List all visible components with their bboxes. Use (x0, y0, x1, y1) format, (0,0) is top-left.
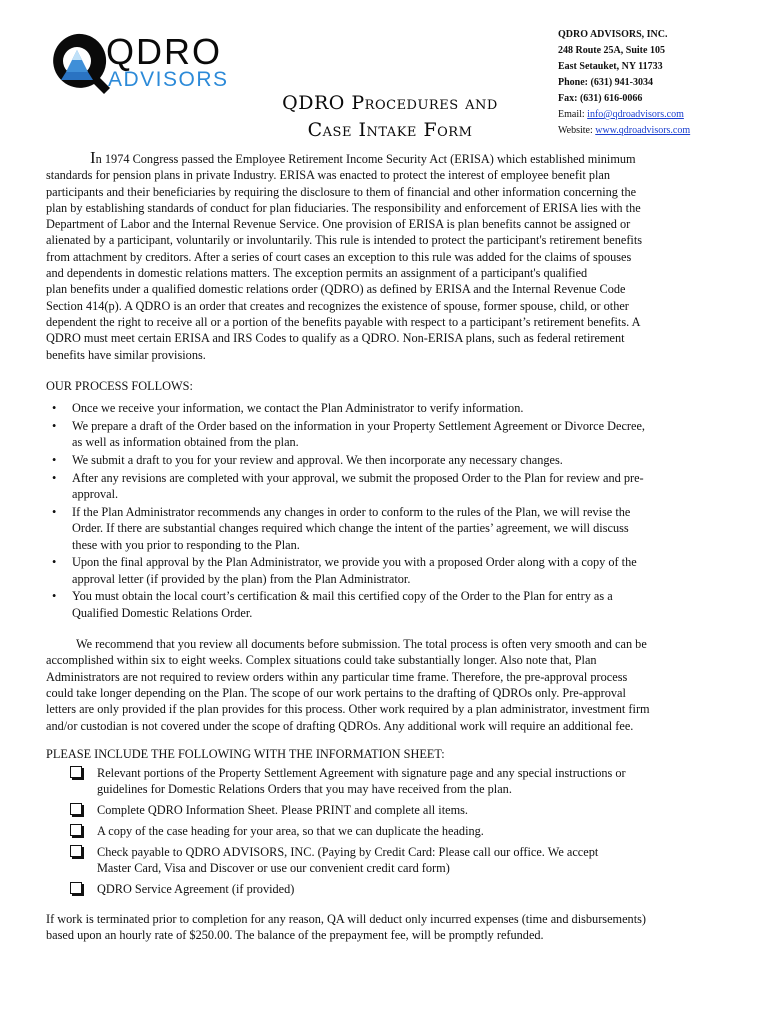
checklist-item (70, 765, 720, 798)
website-line (558, 123, 758, 139)
intro-line: benefits have similar provisions. (46, 347, 206, 362)
terminate-line: based upon an hourly rate of $250.00. The balance of the prepayment fee, will be promptly refunded. (46, 928, 544, 943)
checkbox-icon[interactable] (70, 824, 82, 836)
process-step-text: Qualified Domestic Relations Order. (72, 605, 253, 620)
page-header (0, 0, 770, 150)
qdro-advisors-logo (44, 30, 234, 96)
process-step-text: approval letter (if provided by the plan) from the Plan Administrator. (72, 571, 411, 586)
process-heading: OUR PROCESS FOLLOWS: (46, 378, 193, 393)
intro-line: plan by establishing standards of conduct for plan fiduciaries. The responsibility and enforcement of ERISA lies with the (46, 200, 641, 215)
checklist-item-text: guidelines for Domestic Relations Orders that you may have received from the plan. (97, 782, 512, 797)
process-step-text: You must obtain the local court’s certification & mail this certified copy of the Order to the Plan for entry as a (72, 589, 613, 604)
process-list (46, 400, 720, 621)
checklist-item (70, 844, 720, 877)
document-body (46, 150, 720, 944)
terminate-line: If work is terminated prior to completion for any reason, QA will deduct only incurred expenses (time and disbursements) (46, 912, 647, 927)
process-step-text: Upon the final approval by the Plan Administrator, we provide you with a proposed Order along with a copy of the (72, 555, 637, 570)
intro-line: plan benefits under a qualified domestic relations order (QDRO) as defined by ERISA and the Internal Revenue Code (46, 282, 626, 297)
checklist-item-text: Check payable to QDRO ADVISORS, INC. (Paying by Credit Card: Please call our office. We accept (97, 844, 599, 859)
email-label: Email: (558, 109, 585, 120)
email-link[interactable]: info@qdroadvisors.com (587, 109, 684, 120)
checklist-item-text: Master Card, Visa and Discover or use our convenient credit card form) (97, 861, 450, 876)
fax-number: Fax: (631) 616-0066 (558, 93, 643, 104)
address-line-2: East Setauket, NY 11733 (558, 61, 663, 72)
process-step-text: We submit a draft to you for your review and approval. We then incorporate any necessary changes. (72, 453, 563, 468)
bullet-icon: • (52, 418, 57, 433)
logo-wordmark-qdro: QDRO (106, 31, 222, 72)
q-emblem-icon (44, 30, 110, 96)
company-name: QDRO ADVISORS, INC. (558, 29, 668, 40)
recommend-line: and/or custodian is not covered under the scope of drafting QDROs. Any additional work will require an additional fee. (46, 718, 634, 733)
include-heading: PLEASE INCLUDE THE FOLLOWING WITH THE INFORMATION SHEET: (46, 746, 445, 761)
process-step-text: as well as information obtained from the plan. (72, 435, 299, 450)
intro-line: and dependents in domestic relations matters. The exception permits an assignment of a participant's qualified (46, 266, 588, 281)
website-link[interactable]: www.qdroadvisors.com (595, 125, 691, 136)
checkbox-icon[interactable] (70, 766, 82, 778)
checklist-item (70, 802, 720, 818)
intro-line: QDRO must meet certain ERISA and IRS Codes to qualify as a QDRO. Non-ERISA plans, such as federal retirement (46, 331, 625, 346)
include-checklist (46, 765, 720, 897)
recommend-line: Administrators are not required to review orders within any particular time frame. Therefore, the pre-approval process (46, 669, 628, 684)
bullet-icon: • (52, 453, 57, 468)
recommend-line: We recommend that you review all documents before submission. The total process is often very smooth and can be (76, 637, 647, 652)
bullet-icon: • (52, 470, 57, 485)
intro-paragraph (46, 150, 720, 363)
intro-line: participants and their beneficiaries by requiring the disclosure to them of financial and other information concerning the (46, 184, 637, 199)
process-step (46, 554, 720, 587)
process-step-text: After any revisions are completed with your approval, we submit the proposed Order to the Plan for review and pre- (72, 470, 644, 485)
intro-line: Department of Labor and the Internal Revenue Service. One provision of ERISA is plan benefits cannot be assigned or (46, 217, 631, 232)
form-title-line-2: Case Intake Form (307, 119, 473, 141)
process-step (46, 470, 720, 503)
form-title (252, 90, 528, 144)
bullet-icon: • (52, 589, 57, 604)
checklist-item (70, 881, 720, 897)
process-step-text: Order. If there are substantial changes required which change the intent of the parties’ agreement, we will discuss (72, 521, 629, 536)
intro-line: from attachment by creditors. After a series of court cases an exception to this rule was added for the claims of spouses (46, 249, 632, 264)
phone-number: Phone: (631) 941-3034 (558, 77, 653, 88)
intro-line-text: n 1974 Congress passed the Employee Retirement Income Security Act (ERISA) which established minimum (95, 152, 636, 166)
intro-line: standards for pension plans in private Industry. ERISA was enacted to protect the interest of employee benefit plan (46, 168, 611, 183)
process-step-text: approval. (72, 487, 119, 502)
checklist-item-text: A copy of the case heading for your area, so that we can duplicate the heading. (97, 823, 484, 838)
bullet-icon: • (52, 555, 57, 570)
recommend-line: could take longer depending on the Plan. The scope of our work pertains to the drafting of QDROs only. Pre-approval (46, 685, 626, 700)
process-step-text: If the Plan Administrator recommends any changes in order to conform to the rules of the Plan, we will revise the (72, 504, 631, 519)
checklist-item-text: Relevant portions of the Property Settlement Agreement with signature page and any special instructions or (97, 766, 626, 781)
process-step (46, 588, 720, 621)
intro-line: alienated by a participant, voluntarily or involuntarily. This rule is intended to protect the participant's retirement benefits (46, 233, 643, 248)
process-step-text: We prepare a draft of the Order based on the information in your Property Settlement Agreement or Divorce Decree, (72, 418, 645, 433)
process-step (46, 504, 720, 553)
checkbox-icon[interactable] (70, 882, 82, 894)
recommendation-paragraph (46, 636, 720, 734)
email-line (558, 107, 758, 123)
process-step (46, 452, 720, 468)
intro-line: dependent the right to receive all or a portion of the benefits payable with respect to a participant’s retirement benefits. A (46, 314, 641, 329)
recommend-line: letters are only provided if the plan provides for this process. Other work required by a plan administrator, investment firm (46, 702, 650, 717)
checkbox-icon[interactable] (70, 803, 82, 815)
intro-dropcap: I (90, 148, 96, 167)
checklist-item-text: QDRO Service Agreement (if provided) (97, 881, 295, 896)
website-label: Website: (558, 125, 593, 136)
address-line-1: 248 Route 25A, Suite 105 (558, 45, 665, 56)
contact-block (558, 27, 758, 139)
checkbox-icon[interactable] (70, 845, 82, 857)
process-step-text: these with you prior to responding to the Plan. (72, 537, 300, 552)
logo-wordmark-advisors: ADVISORS (108, 68, 229, 91)
intro-line (46, 148, 636, 167)
bullet-icon: • (52, 401, 57, 416)
bullet-icon: • (52, 504, 57, 519)
recommend-line: accomplished within six to eight weeks. Complex situations could take substantially longer. Also note that, Plan (46, 653, 597, 668)
process-step (46, 400, 720, 416)
form-title-line-1: QDRO Procedures and (282, 92, 498, 114)
process-step-text: Once we receive your information, we contact the Plan Administrator to verify information. (72, 401, 524, 416)
termination-paragraph (46, 911, 720, 944)
checklist-item (70, 823, 720, 839)
intro-line: Section 414(p). A QDRO is an order that creates and recognizes the existence of spouse, former spouse, child, or other (46, 298, 629, 313)
checklist-item-text: Complete QDRO Information Sheet. Please PRINT and complete all items. (97, 803, 469, 818)
process-step (46, 418, 720, 451)
